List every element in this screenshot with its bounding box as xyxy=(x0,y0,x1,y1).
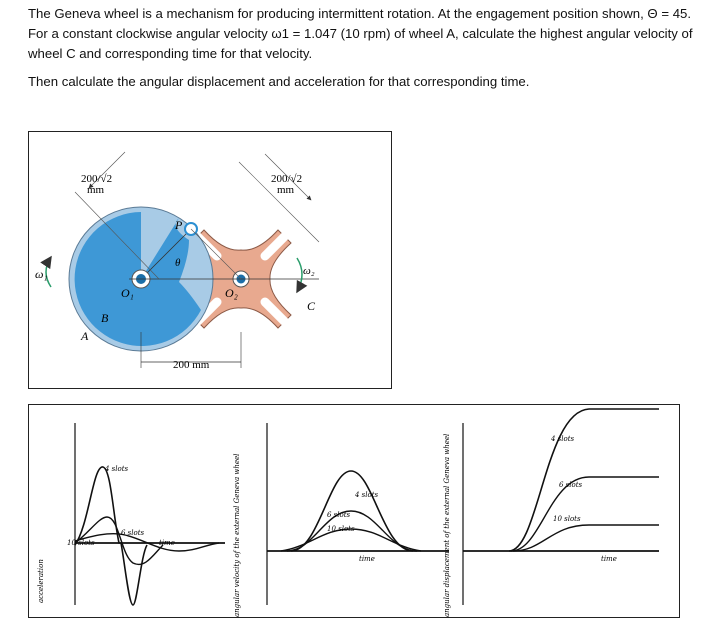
vel-label-4-slots: 4 slots xyxy=(355,491,379,499)
disp-label-10-slots: 10 slots xyxy=(553,515,581,523)
problem-paragraph-2: Then calculate the angular displacement and acceleration for that corresponding time. xyxy=(28,74,530,89)
b-label: B xyxy=(101,311,109,325)
accel-xlabel: time xyxy=(159,539,175,547)
c-label: C xyxy=(307,299,316,313)
a-label: A xyxy=(81,329,89,343)
disp-ylabel: angular displacement of the external Geneva wheel xyxy=(443,433,451,617)
disp-xlabel: time xyxy=(601,555,617,563)
disp-curve-10-slots xyxy=(513,525,659,551)
vel-label-6-slots: 6 slots xyxy=(327,511,351,519)
acceleration-graph xyxy=(37,423,225,605)
accel-label-10-slots: 10 slots xyxy=(67,539,95,547)
vel-xlabel: time xyxy=(359,555,375,563)
geneva-mechanism-drawing xyxy=(29,132,391,388)
disp-curve-4-slots xyxy=(509,409,659,551)
dim-bottom-label: 200 mm xyxy=(173,359,210,371)
o1-label: O₁ xyxy=(121,286,134,300)
problem-paragraph-1: The Geneva wheel is a mechanism for producing intermittent rotation. At the engagement position shown, Θ = 45. For a constant clockwise angular velocity ω1 = 1.047 (10 rpm) of wheel A, calculate the highest angular velocity of wheel C and corresponding time for that velocity. xyxy=(28,6,693,61)
accel-label-6-slots: 6 slots xyxy=(121,529,145,537)
geneva-mechanism-figure xyxy=(28,131,392,389)
p-label: P xyxy=(175,218,183,232)
displacement-graph xyxy=(443,409,659,617)
vel-ylabel: angular velocity of the external Geneva wheel xyxy=(233,453,241,617)
dim-left-label: 200/√2 xyxy=(81,173,113,185)
theta-label: θ xyxy=(175,257,181,269)
dim-right-label: 200/√2 xyxy=(271,173,303,185)
geneva-graphs xyxy=(29,405,679,617)
omega2-arrow xyxy=(297,258,302,292)
problem-statement xyxy=(28,4,708,100)
omega1-label: ω₁ xyxy=(35,267,48,281)
o2-label: O₂ xyxy=(225,286,238,300)
geneva-characteristics-figure xyxy=(28,404,680,618)
disp-label-4-slots: 4 slots xyxy=(551,435,575,443)
omega2-label: ω₂ xyxy=(303,265,315,277)
velocity-graph xyxy=(233,423,449,617)
dim-right-unit: mm xyxy=(277,184,295,196)
accel-ylabel: acceleration xyxy=(37,559,45,603)
disp-label-6-slots: 6 slots xyxy=(559,481,583,489)
accel-label-4-slots: 4 slots xyxy=(105,465,129,473)
vel-label-10-slots: 10 slots xyxy=(327,525,355,533)
dim-left-unit: mm xyxy=(87,184,105,196)
